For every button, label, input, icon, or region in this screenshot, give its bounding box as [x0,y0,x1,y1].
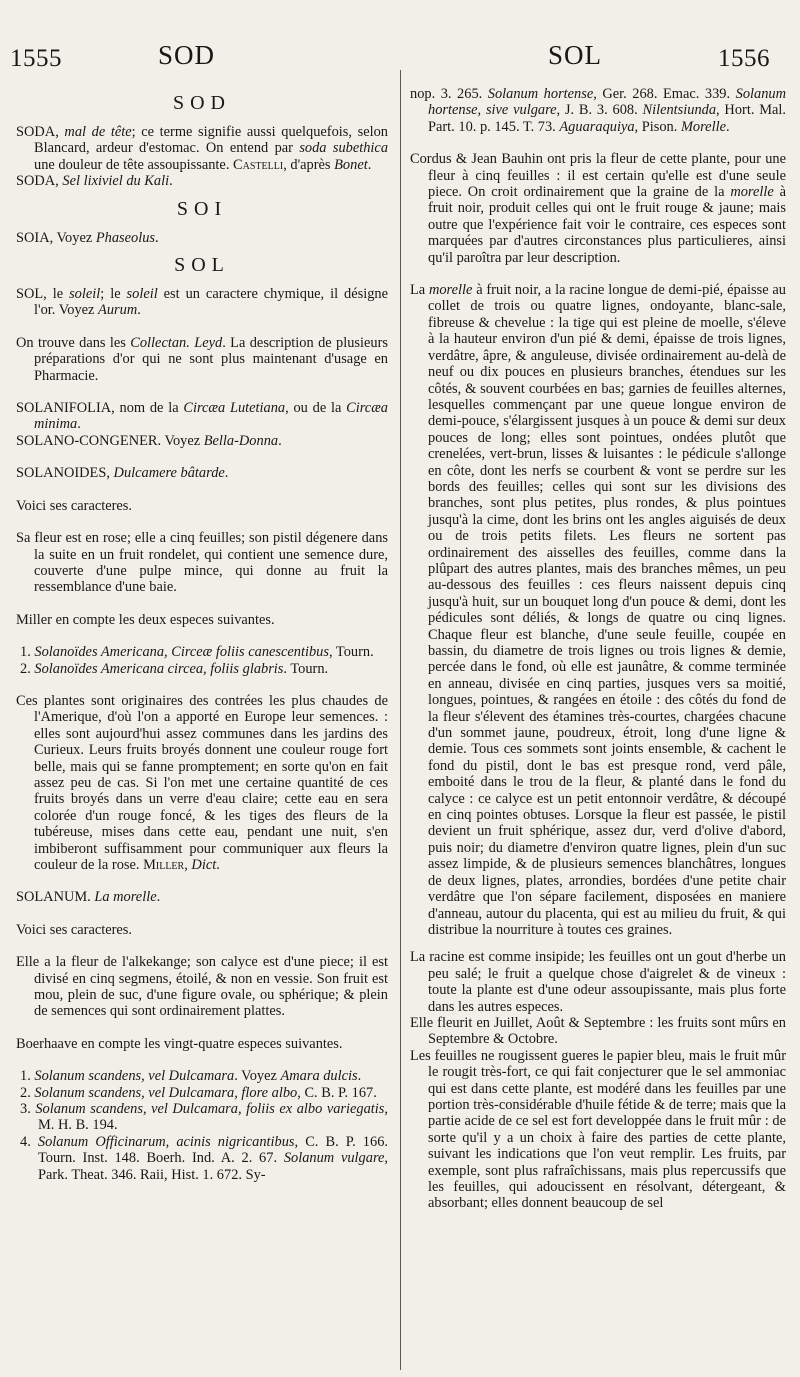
text-run: est un caractere chymique, il désigne l'or. Voyez [34,286,388,319]
species-list-item [16,644,388,660]
italic-text: soleil [69,286,101,303]
text-run: Les feuilles ne rougissent gueres le papier bleu, mais le fruit mûr le rougit très-fort, ce qui fait conjecturer que le sel ammoniac qui est dans cette plante, est modéré dans les feuilles par une portion très-considérable d'huile fétide & de terre; mais que la partie acide de ce sel est fort developpée dans le fruit mûr : de sorte qu'il y a un choix à faire des parties de cette plante, suivant les indications que l'on veut remplir. Les fruits, par exemple, sont plus rafraîchissans, mais plus repercussifs que les feuilles, qui adoucissent en résolvant, détergeant, & absorbant; elles donnent beaucoup de sel [410,1047,786,1212]
text-run: Sa fleur est en rose; elle a cinq feuilles; son pistil dégenere dans la suite en un fruit rondelet, qui contient une semence dure, couverte d'une pulpe mince, qui donne au fruit la ressemblance d'une baie. [16,530,388,596]
text-run: à fruit noir, produit celles qui ont le fruit rouge & jaune; mais outre que l'expérience fait voir le contraire, ces especes sont marquées par d'autres circonstances plus particulieres, ainsi qu'il paroîtra par leur description. [428,184,786,266]
italic-text: Dulcamere bâtarde [113,465,225,482]
text-run: Boerhaave en compte les vingt-quatre especes suivantes. [16,1035,343,1052]
dictionary-paragraph [16,124,388,173]
text-run: 4. [20,1133,38,1150]
text-run: . [169,173,173,190]
text-run: SOLANUM. [16,889,95,906]
text-run: Miller [143,857,185,873]
left-column [16,84,388,1183]
column-divider [400,70,401,1370]
text-run: . [216,857,220,873]
italic-text: Amara dulcis [280,1068,358,1085]
text-run: SODA [16,124,56,140]
text-run: , Ger. 268. Emac. 339. [593,86,736,102]
italic-text: Solanoïdes Americana, Circeæ foliis canescentibus [34,644,329,661]
italic-text: Sel lixiviel du Kali [62,173,170,190]
dictionary-paragraph [16,335,388,384]
text-run: nop. 3. 265. [410,86,488,102]
text-run: , d'après [283,156,335,173]
text-run: , C. B. P. 166. Tourn. Inst. 148. Boerh. Ind. A. 2. 67. [38,1133,388,1167]
text-run: , J. B. 3. 608. [556,102,643,119]
italic-text: Dict [191,857,217,873]
italic-text: Solanum Officinarum, acinis nigricantibus [37,1133,295,1150]
dictionary-paragraph [16,498,388,514]
text-run: ; ce terme signifie aussi quelquefois, selon Blancard, ardeur d'estomac. On entend par [34,124,388,157]
italic-text: soleil [126,286,158,303]
dictionary-paragraph [410,282,786,938]
text-run: , [184,857,192,873]
dictionary-paragraph [16,400,388,433]
text-run: 1. [20,1068,35,1085]
dictionary-paragraph [16,1036,388,1052]
text-run: . [357,1068,362,1085]
section-heading: SOD [172,92,231,114]
species-list-item [16,1101,388,1134]
left-page-number: 1555 [10,45,62,72]
text-run: . [367,156,372,173]
italic-text: morelle [730,184,774,201]
text-run: Ces plantes sont originaires des contrées les plus chaudes de l'Amerique, d'où l'on a apporté en Europe leur semences. : elles sont aujourd'hui assez communes dans les jardins des Curieux. Leurs fruits broyés donnent une couleur rouge fort belle, mais qui se fanne promptement; en sorte qu'on en fait assez peu de cas. Si l'on met une certaine quantité de ces fruits broyés dans un verre d'eau claire; cette eau en sera colorée d'un rouge foncé, & les tiges des fleurs de la tubéreuse, mises dans cette eau, pendant une nuit, s'en imbiberont suffisamment pour communiquer aux fleurs la couleur de la rose. [16,692,388,873]
italic-text: Solanum hortense [487,86,594,102]
text-run: 1. [20,644,35,661]
text-run: , Pison. [634,118,681,135]
text-run: Cordus & Jean Bauhin ont pris la fleur de cette plante, pour une fleur à cinq feuilles : il est certain qu'elle est d'une seule piece. On croit ordinairement que la graine de la [410,151,786,201]
text-run: Castelli [233,156,284,173]
italic-text: Aurum [98,302,138,319]
text-run: SOLANOIDES, [16,465,114,482]
text-run: On trouve dans les [16,334,131,351]
text-run: Miller en compte les deux especes suivantes. [16,611,275,628]
text-run: Elle a la fleur de l'alkekange; son calyce est d'une piece; il est divisé en cinq segmens, étoilé, & non en vessie. Son fruit est mou, plein de suc, d'une figure ovale, ou sphérique; & plein de semences qui sont ordinairement plattes. [16,954,388,1020]
right-running-head: SOL [548,40,603,70]
dictionary-paragraph [16,465,388,481]
left-running-head: SOD [158,40,216,70]
dictionary-paragraph [410,1048,786,1212]
right-column [410,86,786,1212]
text-run: , [55,124,65,140]
italic-text: soda subethica [299,140,389,157]
dictionary-paragraph [410,949,786,1015]
italic-text: Circæa Lutetiana [183,400,286,417]
italic-text: Solanum scandens, vel Dulcamara, flore albo [34,1084,298,1101]
italic-text: Morelle [680,118,726,135]
italic-text: Solanum scandens, vel Dulcamara, foliis ex albo variegatis [35,1101,385,1118]
text-run: . [156,889,161,906]
text-run: SOLANO-CONGENER. Voyez [16,432,204,449]
text-run: . La description de plusieurs préparations d'or qui ne sont plus maintenant d'usage en Pharmacie. [34,334,389,384]
italic-text: Solanum hortense, sive vulgare [428,86,787,119]
dictionary-paragraph [410,151,786,266]
text-run: SODA, [16,173,63,190]
text-run: La [410,282,429,299]
dictionary-paragraph [16,612,388,628]
dictionary-paragraph [16,693,388,873]
italic-text: mal de tête [64,124,132,140]
dictionary-paragraph [16,173,388,189]
italic-text: Nilentsiunda [642,102,717,119]
italic-text: morelle [428,282,473,299]
text-run: . [137,302,141,319]
section-heading: SOI [176,197,228,220]
dictionary-paragraph [16,286,388,319]
text-run: , C. B. P. 167. [297,1084,377,1101]
italic-text: Collectan. Leyd [130,334,223,351]
text-run: , M. H. B. 194. [38,1101,389,1134]
text-run: . [224,465,229,482]
italic-text: Phaseolus [95,229,155,246]
species-list-item [16,1068,388,1084]
italic-text: Solanum scandens, vel Dulcamara [34,1068,235,1085]
text-run: , Tourn. [328,644,374,661]
italic-text: Solanum vulgare [283,1150,385,1167]
text-run: . [725,118,730,135]
dictionary-paragraph [16,889,388,905]
text-run: Voici ses caracteres. [16,921,133,938]
text-run: SOIA, Voyez [16,229,96,246]
text-run: ; le [100,286,127,303]
species-list-item [16,1134,388,1183]
dictionary-paragraph [16,530,388,596]
italic-text: Circæa minima [34,400,388,433]
dictionary-paragraph [16,922,388,938]
text-run: , Hort. Mal. Part. 10. p. 145. T. 73. [428,102,786,135]
text-run: Elle fleurit en Juillet, Août & Septembre : les fruits sont mûrs en Septembre & Octobre. [410,1014,786,1048]
italic-text: Bella-Donna [203,432,279,449]
text-run: . Voyez [234,1068,281,1085]
text-run: . Tourn. [283,660,329,677]
text-run: SOLANIFOLIA, nom de la [16,400,184,417]
text-run: SOL, le [16,286,70,303]
text-run: . [77,416,81,433]
dictionary-paragraph [410,1015,786,1048]
text-run: une douleur de tête assoupissante. [34,156,234,173]
italic-text: La morelle [94,889,157,906]
dictionary-paragraph [410,86,786,135]
text-run: 2. [20,660,35,677]
text-run: . [278,432,282,449]
text-run: La racine est comme insipide; les feuilles ont un gout d'herbe un peu salé; le fruit a quelque chose d'aigrelet & de vineux : toute la plante est d'une odeur assoupissante, mais plus forte dans les autres especes. [410,949,786,1015]
section-heading: SOL [174,254,230,277]
text-run: . [155,229,159,246]
right-page-number: 1556 [718,45,770,72]
dictionary-paragraph [16,433,388,449]
text-run: à fruit noir, a la racine longue de demi-pié, épaisse au collet de trois ou quatre lignes, ondoyante, blanc-sale, fibreuse & chevelue : la tige qui est pleine de moelle, s'éleve à la hauteur environ d'un pié & demi, épaisse de trois lignes, verdâtre, âpre, & anguleuse, divisée ordinairement au-delà de neuf ou dix pouces en plusieurs branches, étendues sur les côtés, & souvent courbées en bas; garnies de feuilles alternes, lesquelles commençant par une queue longue environ de demi-pouce, s'élargissent jusques à un pouce & demi sur deux pouces de long; elles sont pointues, ondées plutôt que crenelées, vert-brun, lisses & luisantes : le pédicule s'allonge en côte, dont les nerfs se courbent & vont se perdre sur les bords des feuilles; celles qui sont sur les divisions des branches, sont plus petites, plus rondes, & plus pointues jusqu'à la cime, dont les brins ont les angles aiguisés de deux ou de trois petits filets. Les fleurs ne sortent pas ordinairement des aisselles des feuilles, comme dans la plûpart des autres plantes, mais des branches mêmes, un peu au-dessous des feuilles : ces fleurs naissent depuis cinq jusqu'à huit, sur un bouquet long d'un pouce & demi, dont les pédicules sont déliés, & longs de quatre ou cinq lignes. Chaque fleur est blanche, d'une seule feuille, coupée en bassin, du diametre de trois lignes ou trois lignes & demie, percée dans le fond, où elle est jaunâtre, & comme terminée en anneau, divisée en cinq parties, jusques vers sa moitié, longues, pointues, & rangées en étoile : des côtés du fond de la fleur s'élevent des étamines très-courtes, chargées chacune d'un sommet jaune, poudreux, étroit, long d'une ligne & demie. Tous ces sommets sont joints ensemble, & cachent le fond du pistil, dont le bas est presque rond, verd pâle, emboité dans le trou de la fleur, & planté dans le fond du calyce : ce calyce est un petit entonnoir verdâtre, & découpé en cinq pointes obtuses. Lorsque la fleur est passée, le pistil devient un fruit sphérique, assez dur, verd d'olive d'abord, puis noir; du diametre d'environ quatre lignes, plein d'un suc assez limpide, & de plusieurs semences blanchâtres, longues de deux lignes, plates, arrondies, bordées d'une petite chair verdâtre que l'on sépare facilement, disposées en maniere d'anneau, autour du placenta, qui est au milieu du fruit, & qui distribue la nourriture à toutes ces graines. [428,282,786,938]
dictionary-paragraph [16,230,388,246]
species-list-item [16,661,388,677]
text-run: , Park. Theat. 346. Raii, Hist. 1. 672. Sy- [38,1150,389,1183]
text-run: , ou de la [285,400,347,417]
italic-text: Solanoïdes Americana circea, foliis glabris [34,660,284,677]
species-list-item [16,1085,388,1101]
italic-text: Bonet [334,156,368,173]
dictionary-paragraph [16,954,388,1020]
italic-text: Aguaraquiya [559,118,635,135]
text-run: 2. [20,1084,35,1101]
text-run: 3. [20,1101,36,1118]
text-run: Voici ses caracteres. [16,497,133,514]
